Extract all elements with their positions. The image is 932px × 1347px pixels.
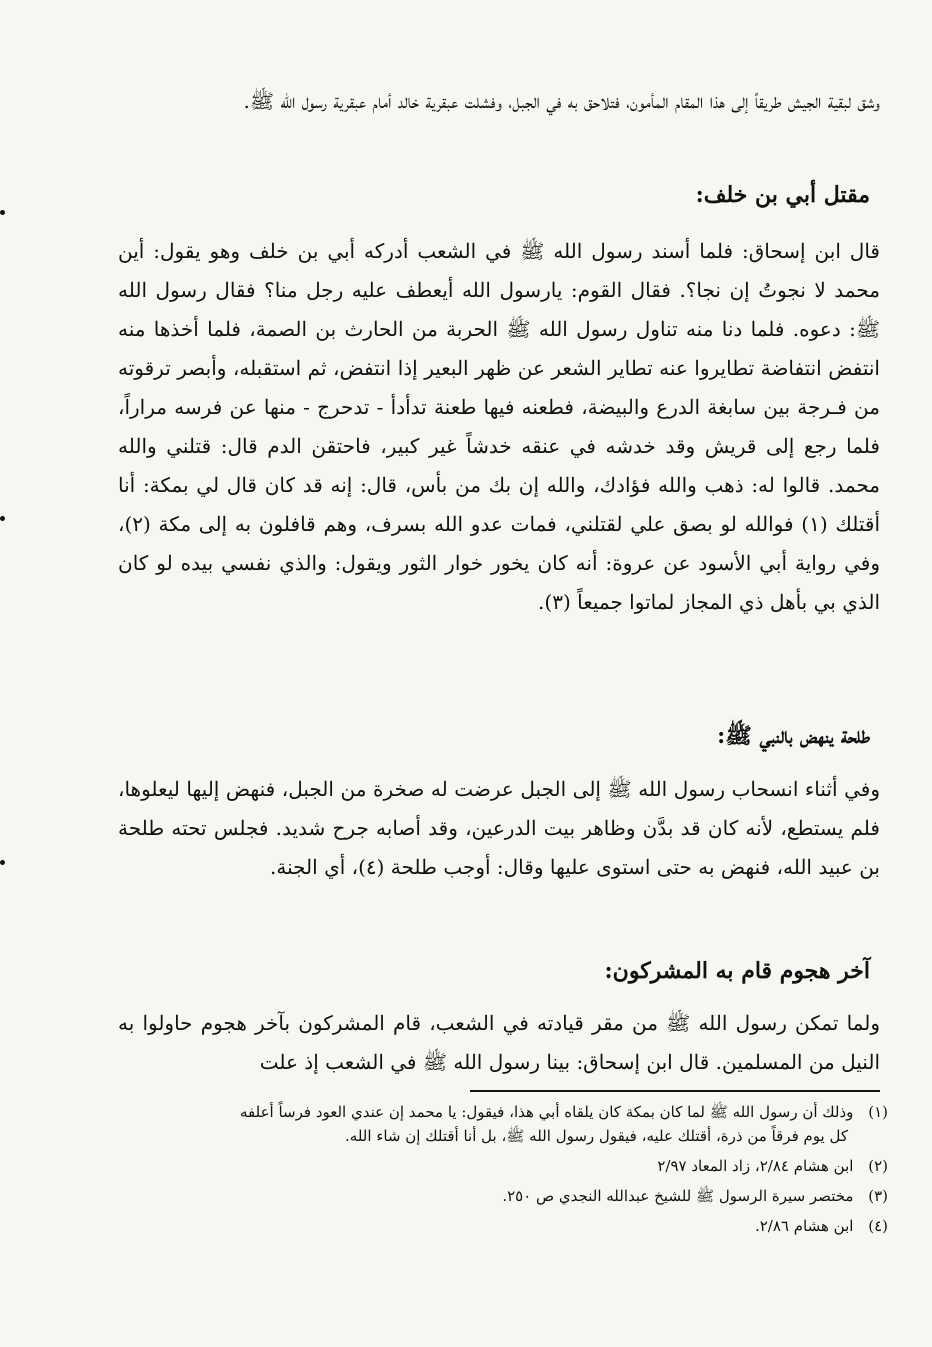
paragraph-4	[118, 1004, 880, 1082]
footnote-4	[118, 1214, 888, 1238]
heading-talha: طلحة ينهض بالنبي ﷺ:	[717, 723, 870, 749]
footnote-text: مختصر سيرة الرسول ﷺ للشيخ عبدالله النجدي ص ٢٥٠.	[502, 1187, 854, 1205]
paragraph-3-text: وفي أثناء انسحاب رسول الله ﷺ إلى الجبل عرضت له صخرة من الجبل، فنهض إليها ليعلوها، فلم يستطع، لأنه كان قد بدَّن وظاهر بيت الدرعين، وقد أصابه جرح شديد. فجلس تحته طلحة بن عبيد الله، فنهض به حتى استوى عليها وقال: أوجب طلحة (٤)، أي الجنة.	[118, 777, 880, 879]
heading-last-attack: آخر هجوم قام به المشركون:	[604, 958, 870, 984]
footnote-number: (٣)	[868, 1187, 888, 1205]
scan-mark	[0, 516, 5, 521]
footnote-text: وذلك أن رسول الله ﷺ لما كان بمكة كان يلقاه أبي هذا، فيقول: يا محمد إن عندي العود فرساً أعلفه	[239, 1103, 854, 1121]
footnote-1	[118, 1100, 888, 1148]
footnote-number: (٢)	[868, 1157, 888, 1175]
paragraph-1	[118, 82, 880, 121]
scan-mark	[0, 860, 5, 865]
paragraph-4-text: ولما تمكن رسول الله ﷺ من مقر قيادته في الشعب، قام المشركون بآخر هجوم حاولوا به النيل من المسلمين. قال ابن إسحاق: بينا رسول الله ﷺ في الشعب إذ علت	[118, 1011, 880, 1074]
footnote-text-continued: كل يوم فرقاً من ذرة، أقتلك عليه، فيقول رسول الله ﷺ، بل أنا أقتلك إن شاء الله.	[345, 1127, 848, 1145]
footnote-number: (٤)	[868, 1217, 888, 1235]
paragraph-1-text: وشق لبقية الجيش طريقاً إلى هذا المقام المأمون، فتلاحق به في الجبل، وفشلت عبقرية خالد أمام عبقرية رسول الله ﷺ.	[243, 89, 880, 113]
footnote-text: ابن هشام ٢/٨٦.	[754, 1217, 854, 1235]
paragraph-2-text: قال ابن إسحاق: فلما أسند رسول الله ﷺ في الشعب أدركه أبي بن خلف وهو يقول: أين محمد لا نجوتُ إن نجا؟. فقال القوم: يارسول الله أيعطف عليه رجل منا؟ فقال رسول الله ﷺ: دعوه. فلما دنا منه تناول رسول الله ﷺ الحربة من الحارث بن الصمة، فلما أخذها منه انتفض انتفاضة تطايروا عنه تطاير الشعر عن ظهر البعير إذا انتفض، ثم استقبله، وأبصر ترقوته من فـرجة بين سابغة الدرع والبيضة، فطعنه فيها طعنة تدأدأ - تدحرج - منها عن فرسه مراراً، فلما رجع إلى قريش وقد خدشه في عنقه خدشاً غير كبير، فاحتقن الدم قال: قتلني والله محمد. قالوا له: ذهب والله فؤادك، والله إن بك من بأس، قال: إنه قد كان قال لي بمكة: أنا أقتلك (١) فوالله لو بصق علي لقتلني، فمات عدو الله بسرف، وهم قافلون به إلى مكة (٢)، وفي رواية أبي الأسود عن عروة: أنه كان يخور خوار الثور ويقول: والذي نفسي بيده لو كان الذي بي بأهل ذي المجاز لماتوا جميعاً (٣).	[118, 239, 881, 614]
footnote-divider	[470, 1090, 880, 1092]
paragraph-3	[118, 770, 880, 887]
scan-mark	[0, 210, 5, 215]
footnote-3	[118, 1184, 888, 1208]
footnote-2	[118, 1154, 888, 1178]
footnote-text: ابن هشام ٢/٨٤، زاد المعاد ٢/٩٧	[657, 1157, 854, 1175]
heading-ubay-ibn-khalaf: مقتل أبي بن خلف:	[695, 182, 870, 208]
paragraph-2	[118, 232, 880, 622]
footnotes	[118, 1100, 888, 1244]
footnote-number: (١)	[868, 1103, 888, 1121]
